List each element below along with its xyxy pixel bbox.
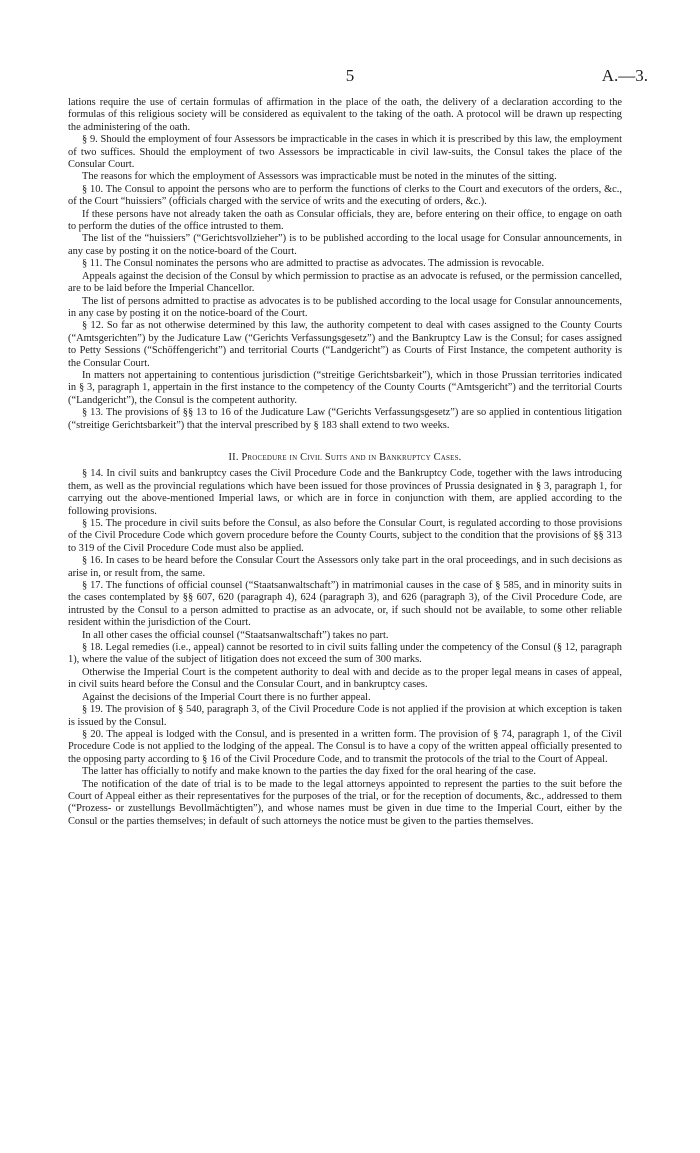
- paragraph: If these persons have not already taken the oath as Consular officials, they are, before entering on their office, to engage on oath to perform the duties of the office intrusted to them.: [68, 208, 622, 233]
- paragraph: The list of persons admitted to practise as advocates is to be published according to the local usage for Consular announcements, in any case by posting it on the notice-board of the Court.: [68, 295, 622, 319]
- paragraph: § 18. Legal remedies (i.e., appeal) cannot be resorted to in civil suits falling under the competency of the Consul (§ 12, paragraph 1), where the value of the subject of litigation does not exceed the sum of 300 marks.: [68, 642, 622, 666]
- text-block-part2: [68, 468, 622, 828]
- paragraph: § 11. The Consul nominates the persons who are admitted to practise as advocates. The admission is revocable.: [82, 258, 545, 270]
- paragraph: The list of the “huissiers” (“Gerichtsvollzieher”) is to be published according to the local usage for Consular announcements, in any case by posting it on the notice-board of the Court.: [68, 233, 622, 257]
- paragraph: Against the decisions of the Imperial Court there is no further appeal.: [82, 691, 371, 703]
- paragraph: Appeals against the decision of the Consul by which permission to practise as an advocate is refused, or the permission cancelled, are to be laid before the Imperial Chancellor.: [68, 270, 622, 295]
- page-reference: A.—3.: [601, 66, 648, 85]
- text-block-part1: [68, 97, 622, 432]
- paragraph: In all other cases the official counsel (“Staatsanwaltschaft”) takes no part.: [82, 629, 389, 641]
- paragraph: Otherwise the Imperial Court is the competent authority to deal with and decide as to the proper legal means in cases of appeal, in civil suits heard before the Consul and the Consular Court, and in bankruptcy cases.: [68, 666, 622, 691]
- paragraph: § 13. The provisions of §§ 13 to 16 of the Judicature Law (“Gerichts Verfassungsgesetz”) are so applied in contentious litigation (“streitige Gerichtsbarkeit”) that the interval prescribed by § 183 shall extend to two weeks.: [68, 407, 622, 431]
- paragraph: § 20. The appeal is lodged with the Consul, and is presented in a written form. The provision of § 74, paragraph 1, of the Civil Procedure Code is not applied to the lodging of the appeal. The Consul is to have a copy of the written appeal officially presented to the opposing party according to § 16 of the Civil Procedure Code, and to transmit the protocols of the trial to the Court of Appeal.: [68, 728, 622, 765]
- paragraph: § 10. The Consul to appoint the persons who are to perform the functions of clerks to the Court and executors of the orders, &c., of the Court “huissiers” (officials charged with the service of writs and the executing of orders, &c.).: [68, 183, 622, 208]
- paragraph: The notification of the date of trial is to be made to the legal attorneys appointed to represent the parties to the suit before the Court of Appeal either as their representatives for the purposes of the trial, or for the reception of documents, &c., addressed to them (“Prozess- or zustellungs Bevollmächtigten”), and whose names must be given in due time to the Imperial Court, either by the Consul or the parties themselves; in default of such attorneys the notice must be given to the parties themselves.: [68, 778, 622, 827]
- page-number: 5: [345, 66, 355, 85]
- paragraph: In matters not appertaining to contentious jurisdiction (“streitige Gerichtsbarkeit”), which in those Prussian territories indicated in § 3, paragraph 1, appertain in the first instance to the competency of the County Courts (“Amtsgericht”) and the territorial Courts (“Landgericht”), the Consul is the competent authority.: [68, 369, 622, 406]
- paragraph: § 14. In civil suits and bankruptcy cases the Civil Procedure Code and the Bankruptcy Code, together with the laws introducing them, as well as the provincial regulations which have been issued for those provinces of Prussia designated in § 3, paragraph 1, for carrying out the above-mentioned Imperial laws, or which are in force in conjunction with them, are applied according to the following provisions.: [68, 468, 622, 517]
- section-title: Procedure in Civil Suits and in Bankruptcy Cases.: [241, 451, 462, 463]
- section-heading: [68, 452, 622, 464]
- document-body: [68, 97, 622, 828]
- paragraph: The reasons for which the employment of Assessors was impracticable must be noted in the minutes of the sitting.: [82, 171, 557, 183]
- paragraph: lations require the use of certain formulas of affirmation in the place of the oath, the delivery of a declaration according to the formulas of this religious society will be considered as equivalent to the taking of the oath. A protocol will be drawn up respecting the administering of the oath.: [68, 97, 622, 133]
- paragraph: § 16. In cases to be heard before the Consular Court the Assessors only take part in the oral proceedings, and in such decisions as arise in, or result from, the same.: [68, 555, 622, 579]
- paragraph: § 12. So far as not otherwise determined by this law, the authority competent to deal with cases assigned to the County Courts (“Amtsgerichten”) by the Judicature Law (“Gerichts Verfassungsgesetz”) and the Bankruptcy Law is the Consul; for cases assigned to Petty Sessions (“Schöffengericht”) and territorial Courts (“Landgericht”) as Courts of First Instance, the competent authority is the Consular Court.: [68, 320, 622, 369]
- paragraph: § 15. The procedure in civil suits before the Consul, as also before the Consular Court, is regulated according to those provisions of the Civil Procedure Code which govern procedure before the County Courts, subject to the condition that the provisions of §§ 313 to 319 of the Civil Procedure Code must also be applied.: [68, 518, 622, 554]
- paragraph: § 17. The functions of official counsel (“Staatsanwaltschaft”) in matrimonial causes in the case of § 585, and in minority suits in the cases contemplated by §§ 607, 620 (paragraph 4), 624 (paragraph 3), and 626 (paragraph 3), of the Civil Procedure Code, are intrusted by the Consul to a person admitted to practise as an advocate, or, if such should not be available, to some other reliable resident within the jurisdiction of the Court.: [68, 580, 622, 629]
- paragraph: § 9. Should the employment of four Assessors be impracticable in the cases in which it is prescribed by this law, the employment of two suffices. Should the employment of two Assessors be impracticable in civil law-suits, the Consul takes the place of the Consular Court.: [68, 134, 622, 171]
- section-numeral: II.: [228, 451, 239, 463]
- paragraph: § 19. The provision of § 540, paragraph 3, of the Civil Procedure Code is not applied if the provision at which exception is taken is issued by the Consul.: [68, 704, 622, 728]
- paragraph: The latter has officially to notify and make known to the parties the day fixed for the oral hearing of the case.: [82, 766, 536, 778]
